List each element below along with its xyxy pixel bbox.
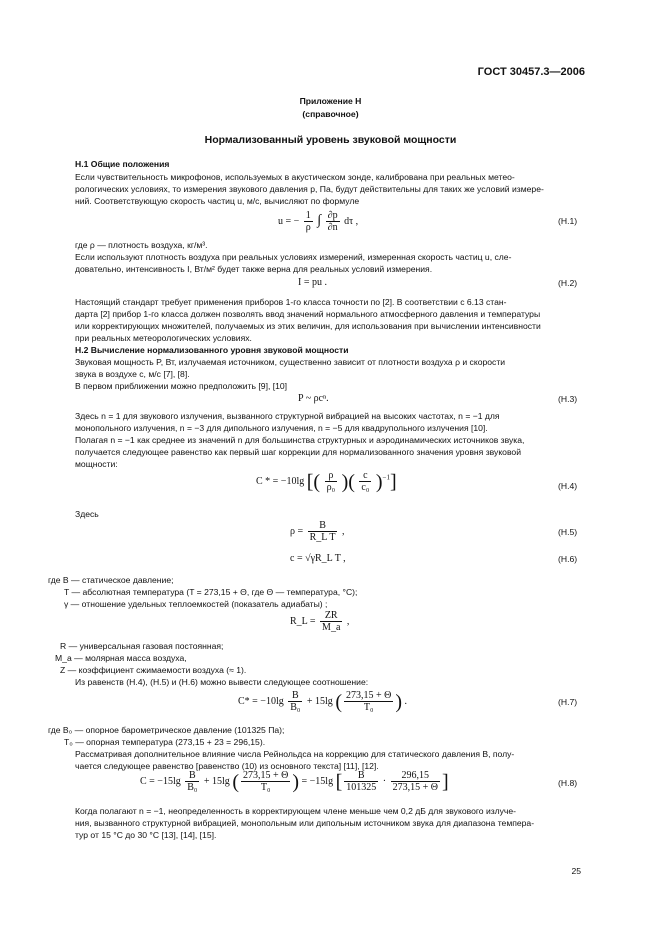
here-label: Здесь [75, 509, 99, 519]
para-7-line-1: Полагая n = −1 как среднее из значений n для большинства структурных и аэродинамических источников звука, [75, 435, 525, 445]
para-6-line-2: монопольного излучения, n = −3 для дипольного излучения, n = −5 для квадрупольного излучения [10]. [75, 423, 488, 433]
section-1-title: Н.1 Общие положения [75, 159, 170, 169]
equation-h3: P ~ ρcⁿ. [298, 393, 329, 404]
equation-h8: C = −15lg $\frac{B}{\text{B₀}}$ + 15lg ( $\frac{273,15 + \Theta}{\text{T₀}}$ ) = −15lg [ $\frac{B}{101325}$ · $\frac{296,15}{273,15 + \Theta}$ ] [140, 770, 449, 793]
para-10-line-2: ния, вызванного структурной вибрацией, монопольным или дипольным источником звука для диапазона темпера- [75, 818, 535, 828]
appendix-title: Приложение Н [299, 96, 362, 106]
para-1-line-2: рологических условиях, то измерения звукового давления p, Па, будут действительны для таких же условий измере- [75, 184, 544, 194]
para-3-line-4: при реальных метеорологических условиях. [75, 333, 252, 343]
para-10-line-3: тур от 15 °С до 30 °С [13], [14], [15]. [75, 830, 217, 840]
para-9-line-1: Рассматривая дополнительное влияние числа Рейнольдса на коррекцию для статического давления B, полу- [75, 749, 515, 759]
para-3-line-1: Настоящий стандарт требует применения приборов 1-го класса точности по [2]. В соответствии с 6.13 стан- [75, 297, 507, 307]
para-1-line-1: Если чувствительность микрофонов, используемых в акустическом зонде, калибрована при реальных метео- [75, 172, 515, 182]
para-4-line-1: Звуковая мощность P, Вт, излучаемая источником, существенно зависит от плотности воздуха ρ и скорости [75, 357, 506, 367]
para-6-line-1: Здесь n = 1 для звукового излучения, вызванного структурной вибрацией на высоких частотах, n = −1 для [75, 411, 500, 421]
equation-h2-number: (Н.2) [558, 278, 578, 288]
para-3-line-3: или корректирующих множителей, получаемых из этих величин, для использования при вычислении интенсивности [75, 321, 541, 331]
appendix-subtitle: (справочное) [302, 109, 359, 119]
equation-h1: u = − $\frac{1}{\rho}$ ∫ $\frac{\partial p}{\partial n}$ dτ , [278, 210, 359, 233]
para-3-line-2: дарта [2] прибор 1-го класса должен позволять ввод значений нормального атмосферного давления и температуры [75, 309, 541, 319]
equation-h7-number: (Н.7) [558, 697, 578, 707]
def-Z: Z — коэффициент сжимаемости воздуха (≈ 1). [60, 665, 247, 675]
para-8: Из равенств (Н.4), (Н.5) и (Н.6) можно вывести следующее соотношение: [75, 677, 369, 687]
def-B: где B — статическое давление; [48, 575, 174, 585]
equation-h4-number: (Н.4) [558, 481, 578, 491]
equation-h3-number: (Н.3) [558, 394, 578, 404]
equation-h5: ρ = $\frac{B}{\text{R\_L T}}$ , [290, 520, 345, 543]
para-5: В первом приближении можно предположить [9], [10] [75, 381, 288, 391]
def-R: R — универсальная газовая постоянная; [60, 641, 224, 651]
equation-h6-number: (Н.6) [558, 554, 578, 564]
equation-h2: I = pu . [298, 277, 327, 288]
para-7-line-3: мощности: [75, 459, 118, 469]
para-2-line-2: довательно, интенсивность I, Вт/м² будет также верна для реальных условий измерения. [75, 264, 433, 274]
equation-RL: R_L = $\frac{ZR}{M\_a}$ , [290, 610, 350, 633]
equation-h5-number: (Н.5) [558, 527, 578, 537]
def-T0: T₀ — опорная температура (273,15 + 23 = 296,15). [64, 737, 266, 747]
equation-h4: C * = −10lg [( $\frac{\rho}{\text{ρ₀}}$ )( $\frac{c}{\text{c₀}}$ )$^{-1}$] [256, 470, 397, 493]
para-1-line-3: ний. Соответствующую скорость частиц u, м/с, вычисляют по формуле [75, 196, 360, 206]
equation-h8-number: (Н.8) [558, 778, 578, 788]
standard-header: ГОСТ 30457.3—2006 [477, 66, 585, 78]
equation-h7: C* = −10lg $\frac{B}{\text{B₀}}$ + 15lg ( $\frac{273,15 + \Theta}{\text{T₀}}$ ) . [238, 690, 408, 713]
where-rho: где ρ — плотность воздуха, кг/м³. [75, 240, 208, 250]
equation-h1-number: (Н.1) [558, 216, 578, 226]
para-10-line-1: Когда полагают n = −1, неопределенность в корректирующем члене меньше чем 0,2 дБ для звукового излуче- [75, 806, 517, 816]
section-2-title: Н.2 Вычисление нормализованного уровня звуковой мощности [75, 345, 349, 355]
def-gamma: γ — отношение удельных теплоемкостей (показатель адиабаты) ; [64, 599, 328, 609]
def-T: T — абсолютная температура (T = 273,15 + Θ, где Θ — температура, °С); [64, 587, 358, 597]
def-B0: где B₀ — опорное барометрическое давление (101325 Па); [48, 725, 285, 735]
equation-h6: c = √γR_L T , [290, 553, 346, 564]
para-2-line-1: Если используют плотность воздуха при реальных условиях измерений, измеренная скорость частиц u, сле- [75, 252, 512, 262]
page-number: 25 [571, 866, 581, 876]
para-9-line-2: чается следующее равенство [равенство (10) из основного текста] [11], [12]. [75, 761, 379, 771]
appendix-heading: Нормализованный уровень звуковой мощности [204, 134, 457, 146]
def-Ma: M_a — молярная масса воздуха, [55, 653, 187, 663]
para-4-line-2: звука в воздухе c, м/с [7], [8]. [75, 369, 190, 379]
para-7-line-2: получается следующее равенство как первый шаг коррекции для нормализованного значения уровня звуковой [75, 447, 522, 457]
